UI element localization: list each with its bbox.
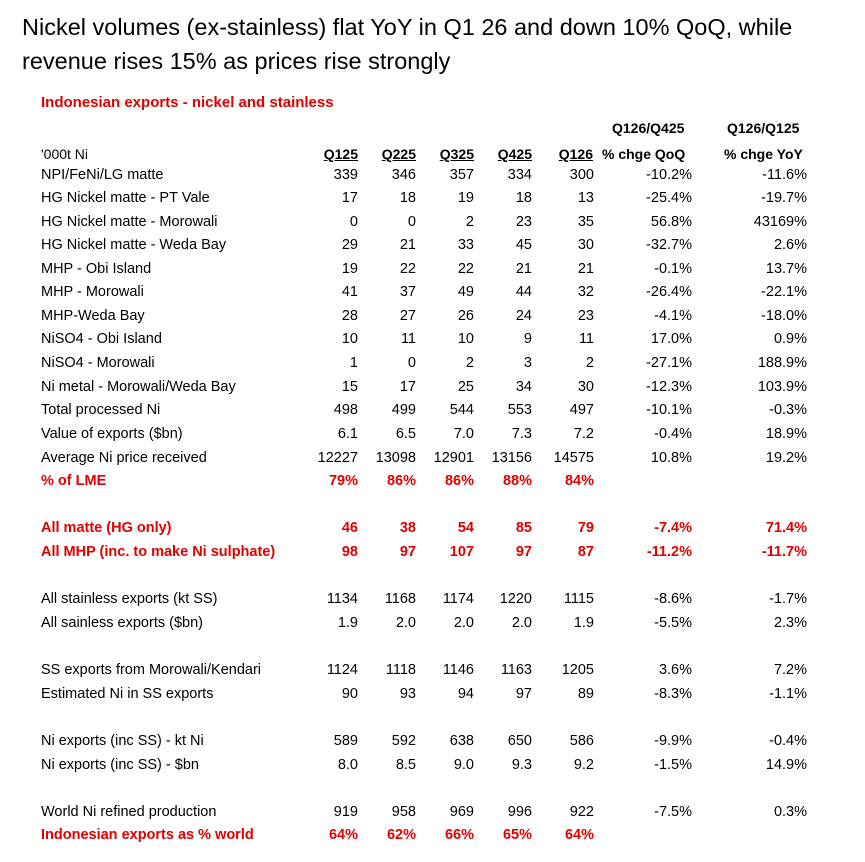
table-row (0, 261, 865, 284)
cell-q225: 13098 (375, 450, 416, 466)
table-row (0, 308, 865, 331)
cell-q225: 1168 (384, 591, 416, 607)
cell-q126: 11 (578, 331, 594, 347)
cell-q325: 19 (457, 190, 474, 206)
cell-qoq-change: -9.9% (654, 733, 692, 749)
cell-q126: 2 (585, 355, 594, 371)
cell-qoq-change: -10.2% (646, 167, 692, 183)
cell-q225: 86% (386, 473, 416, 489)
table-row (0, 450, 865, 473)
cell-q125: 46 (341, 520, 358, 536)
cell-q225: 18 (399, 190, 416, 206)
cell-qoq-change: 3.6% (658, 662, 692, 678)
cell-q325: 2.0 (453, 615, 474, 631)
table-row (0, 190, 865, 213)
cell-qoq-change: -27.1% (646, 355, 692, 371)
cell-qoq-change: -12.3% (646, 379, 692, 395)
cell-qoq-change: -8.3% (654, 686, 692, 702)
cell-qoq-change: 10.8% (650, 450, 692, 466)
cell-yoy-change: 43169% (753, 214, 807, 230)
cell-q125: 0 (349, 214, 358, 230)
cell-q325: 1174 (442, 591, 474, 607)
cell-q325: 25 (457, 379, 474, 395)
row-label: HG Nickel matte - Morowali (41, 214, 218, 230)
cell-q425: 45 (515, 237, 532, 253)
cell-q125: 98 (341, 544, 358, 560)
cell-yoy-change: 19.2% (765, 450, 807, 466)
row-label: World Ni refined production (41, 804, 217, 820)
cell-q126: 497 (569, 402, 594, 418)
cell-q126: 1115 (563, 591, 594, 607)
cell-q425: 21 (515, 261, 532, 277)
cell-q325: 638 (449, 733, 474, 749)
cell-q325: 2 (465, 355, 474, 371)
yoy-header-top: Q126/Q125 (727, 120, 800, 136)
cell-q125: 919 (333, 804, 358, 820)
row-label: All matte (HG only) (41, 520, 172, 536)
cell-q125: 12227 (317, 450, 358, 466)
row-label: MHP-Weda Bay (41, 308, 145, 324)
cell-q125: 339 (333, 167, 358, 183)
cell-q225: 17 (399, 379, 416, 395)
col-header-q225: Q225 (381, 146, 416, 162)
cell-q125: 17 (341, 190, 358, 206)
table-row (0, 237, 865, 260)
cell-q325: 49 (457, 284, 474, 300)
table-row (0, 167, 865, 190)
row-label: NiSO4 - Morowali (41, 355, 155, 371)
cell-qoq-change: -0.4% (654, 426, 692, 442)
table-row (0, 473, 865, 496)
cell-q126: 7.2 (573, 426, 594, 442)
cell-q325: 86% (444, 473, 474, 489)
cell-qoq-change: -0.1% (654, 261, 692, 277)
col-header-q425: Q425 (497, 146, 532, 162)
row-label: MHP - Morowali (41, 284, 144, 300)
cell-q325: 26 (457, 308, 474, 324)
table-row (0, 284, 865, 307)
cell-qoq-change: 56.8% (650, 214, 692, 230)
row-label: Average Ni price received (41, 450, 207, 466)
cell-q225: 27 (399, 308, 416, 324)
cell-qoq-change: -10.1% (646, 402, 692, 418)
cell-q125: 1134 (326, 591, 358, 607)
cell-q325: 33 (457, 237, 474, 253)
cell-q425: 553 (507, 402, 532, 418)
cell-q126: 1205 (561, 662, 594, 678)
cell-q125: 29 (341, 237, 358, 253)
cell-q126: 1.9 (573, 615, 594, 631)
cell-q225: 21 (399, 237, 416, 253)
cell-q126: 300 (569, 167, 594, 183)
cell-q425: 18 (515, 190, 532, 206)
col-header-q126: Q126 (558, 146, 593, 162)
table-row (0, 591, 865, 614)
row-label: MHP - Obi Island (41, 261, 152, 277)
cell-yoy-change: 18.9% (765, 426, 807, 442)
cell-q425: 65% (502, 827, 532, 843)
cell-q425: 34 (515, 379, 532, 395)
cell-q225: 38 (399, 520, 416, 536)
cell-q225: 499 (391, 402, 416, 418)
row-label: Ni metal - Morowali/Weda Bay (41, 379, 236, 395)
cell-q125: 28 (341, 308, 358, 324)
cell-yoy-change: 0.9% (773, 331, 807, 347)
table-row (0, 686, 865, 709)
cell-yoy-change: 13.7% (765, 261, 807, 277)
cell-q126: 30 (577, 237, 594, 253)
row-label: % of LME (41, 473, 107, 489)
cell-q126: 79 (577, 520, 594, 536)
cell-q325: 969 (449, 804, 474, 820)
cell-q325: 357 (449, 167, 474, 183)
cell-yoy-change: 188.9% (757, 355, 807, 371)
cell-q325: 1146 (442, 662, 474, 678)
table-row (0, 520, 865, 543)
table-row (0, 804, 865, 827)
cell-q325: 7.0 (453, 426, 474, 442)
cell-yoy-change: 14.9% (765, 757, 807, 773)
cell-q425: 334 (507, 167, 532, 183)
cell-q325: 2 (465, 214, 474, 230)
cell-yoy-change: 103.9% (757, 379, 807, 395)
cell-q225: 93 (399, 686, 416, 702)
cell-q126: 87 (577, 544, 594, 560)
table-row (0, 757, 865, 780)
cell-q225: 0 (407, 355, 416, 371)
row-label: All stainless exports (kt SS) (41, 591, 218, 607)
cell-q126: 14575 (553, 450, 594, 466)
row-label: Value of exports ($bn) (41, 426, 183, 442)
cell-q225: 0 (407, 214, 416, 230)
cell-q125: 41 (341, 284, 358, 300)
cell-q126: 30 (577, 379, 594, 395)
cell-yoy-change: -18.0% (761, 308, 807, 324)
cell-q325: 9.0 (453, 757, 474, 773)
cell-q125: 589 (333, 733, 358, 749)
cell-q125: 8.0 (337, 757, 358, 773)
cell-q125: 6.1 (337, 426, 358, 442)
row-label: Ni exports (inc SS) - $bn (41, 757, 199, 773)
cell-q325: 12901 (433, 450, 474, 466)
cell-q325: 10 (457, 331, 474, 347)
cell-q125: 79% (328, 473, 358, 489)
cell-qoq-change: -11.2% (646, 544, 692, 560)
cell-q225: 6.5 (395, 426, 416, 442)
cell-qoq-change: -1.5% (654, 757, 692, 773)
cell-q126: 586 (569, 733, 594, 749)
cell-q425: 3 (523, 355, 532, 371)
cell-qoq-change: -5.5% (654, 615, 692, 631)
qoq-header-bottom: % chge QoQ (602, 146, 686, 162)
table-row (0, 544, 865, 567)
cell-yoy-change: -22.1% (761, 284, 807, 300)
col-header-q125: Q125 (323, 146, 358, 162)
cell-qoq-change: 17.0% (650, 331, 692, 347)
row-label: Total processed Ni (41, 402, 161, 418)
row-label: NiSO4 - Obi Island (41, 331, 162, 347)
cell-yoy-change: -0.3% (769, 402, 807, 418)
cell-q125: 90 (341, 686, 358, 702)
cell-yoy-change: -0.4% (769, 733, 807, 749)
cell-q125: 10 (341, 331, 358, 347)
table-row (0, 827, 865, 850)
cell-q425: 88% (502, 473, 532, 489)
cell-yoy-change: -19.7% (761, 190, 807, 206)
table-row (0, 615, 865, 638)
cell-qoq-change: -25.4% (646, 190, 692, 206)
cell-q225: 22 (399, 261, 416, 277)
cell-q126: 9.2 (573, 757, 594, 773)
cell-q325: 544 (449, 402, 474, 418)
cell-qoq-change: -7.4% (654, 520, 692, 536)
cell-yoy-change: -11.6% (762, 167, 807, 183)
cell-q425: 9.3 (511, 757, 532, 773)
cell-q225: 1118 (385, 662, 416, 678)
cell-q125: 19 (341, 261, 358, 277)
cell-q126: 84% (564, 473, 594, 489)
cell-q425: 996 (507, 804, 532, 820)
cell-q126: 89 (577, 686, 594, 702)
cell-q425: 650 (507, 733, 532, 749)
col-header-q325: Q325 (439, 146, 474, 162)
table-row (0, 733, 865, 756)
cell-q325: 54 (457, 520, 474, 536)
cell-q425: 23 (515, 214, 532, 230)
cell-q425: 13156 (491, 450, 532, 466)
cell-q225: 346 (391, 167, 416, 183)
row-label: All sainless exports ($bn) (41, 615, 203, 631)
cell-q425: 2.0 (511, 615, 532, 631)
table-row (0, 662, 865, 685)
cell-q126: 64% (564, 827, 594, 843)
cell-yoy-change: 71.4% (765, 520, 807, 536)
cell-yoy-change: 7.2% (773, 662, 807, 678)
cell-q126: 922 (569, 804, 594, 820)
cell-q225: 8.5 (395, 757, 416, 773)
cell-q225: 958 (391, 804, 416, 820)
cell-yoy-change: 2.3% (773, 615, 807, 631)
cell-q126: 23 (577, 308, 594, 324)
unit-label: '000t Ni (41, 146, 89, 162)
cell-q425: 85 (515, 520, 532, 536)
cell-yoy-change: -1.7% (769, 591, 807, 607)
cell-yoy-change: 2.6% (773, 237, 807, 253)
cell-q125: 15 (341, 379, 358, 395)
row-label: HG Nickel matte - PT Vale (41, 190, 210, 206)
table-subtitle: Indonesian exports - nickel and stainless (41, 94, 334, 111)
cell-q225: 37 (399, 284, 416, 300)
cell-q425: 44 (515, 284, 532, 300)
cell-qoq-change: -32.7% (646, 237, 692, 253)
cell-q225: 97 (399, 544, 416, 560)
cell-q126: 13 (577, 190, 594, 206)
table-row (0, 426, 865, 449)
cell-qoq-change: -7.5% (654, 804, 692, 820)
row-label: HG Nickel matte - Weda Bay (41, 237, 227, 253)
cell-yoy-change: 0.3% (773, 804, 807, 820)
cell-q325: 107 (449, 544, 474, 560)
row-label: SS exports from Morowali/Kendari (41, 662, 261, 678)
cell-q126: 35 (577, 214, 594, 230)
cell-q325: 22 (457, 261, 474, 277)
yoy-header-bottom: % chge YoY (724, 146, 803, 162)
cell-q325: 66% (444, 827, 474, 843)
cell-q425: 24 (515, 308, 532, 324)
row-label: All MHP (inc. to make Ni sulphate) (41, 544, 276, 560)
cell-q225: 2.0 (395, 615, 416, 631)
cell-q125: 1 (349, 355, 358, 371)
cell-qoq-change: -26.4% (646, 284, 692, 300)
cell-q125: 1124 (326, 662, 358, 678)
cell-q425: 97 (515, 686, 532, 702)
table-row (0, 379, 865, 402)
cell-q126: 21 (577, 261, 594, 277)
cell-q425: 1220 (499, 591, 532, 607)
cell-q125: 64% (328, 827, 358, 843)
page-title: Nickel volumes (ex-stainless) flat YoY in Q1 26 and down 10% QoQ, while revenue rises 15% as prices rise strongly (22, 14, 793, 74)
cell-q126: 32 (577, 284, 594, 300)
qoq-header-top: Q126/Q425 (612, 120, 685, 136)
table-row (0, 355, 865, 378)
cell-yoy-change: -11.7% (761, 544, 807, 560)
row-label: Indonesian exports as % world (41, 827, 254, 843)
table-row (0, 214, 865, 237)
table-row (0, 402, 865, 425)
cell-qoq-change: -8.6% (654, 591, 692, 607)
cell-q425: 7.3 (511, 426, 532, 442)
cell-q225: 11 (400, 331, 416, 347)
cell-yoy-change: -1.1% (769, 686, 807, 702)
cell-q125: 498 (333, 402, 358, 418)
cell-q325: 94 (457, 686, 474, 702)
row-label: Estimated Ni in SS exports (41, 686, 214, 702)
table-row (0, 331, 865, 354)
cell-q425: 97 (515, 544, 532, 560)
cell-q225: 592 (391, 733, 416, 749)
cell-qoq-change: -4.1% (654, 308, 692, 324)
cell-q425: 9 (523, 331, 532, 347)
cell-q225: 62% (386, 827, 416, 843)
row-label: NPI/FeNi/LG matte (41, 167, 164, 183)
cell-q425: 1163 (500, 662, 532, 678)
cell-q125: 1.9 (337, 615, 358, 631)
row-label: Ni exports (inc SS) - kt Ni (41, 733, 204, 749)
